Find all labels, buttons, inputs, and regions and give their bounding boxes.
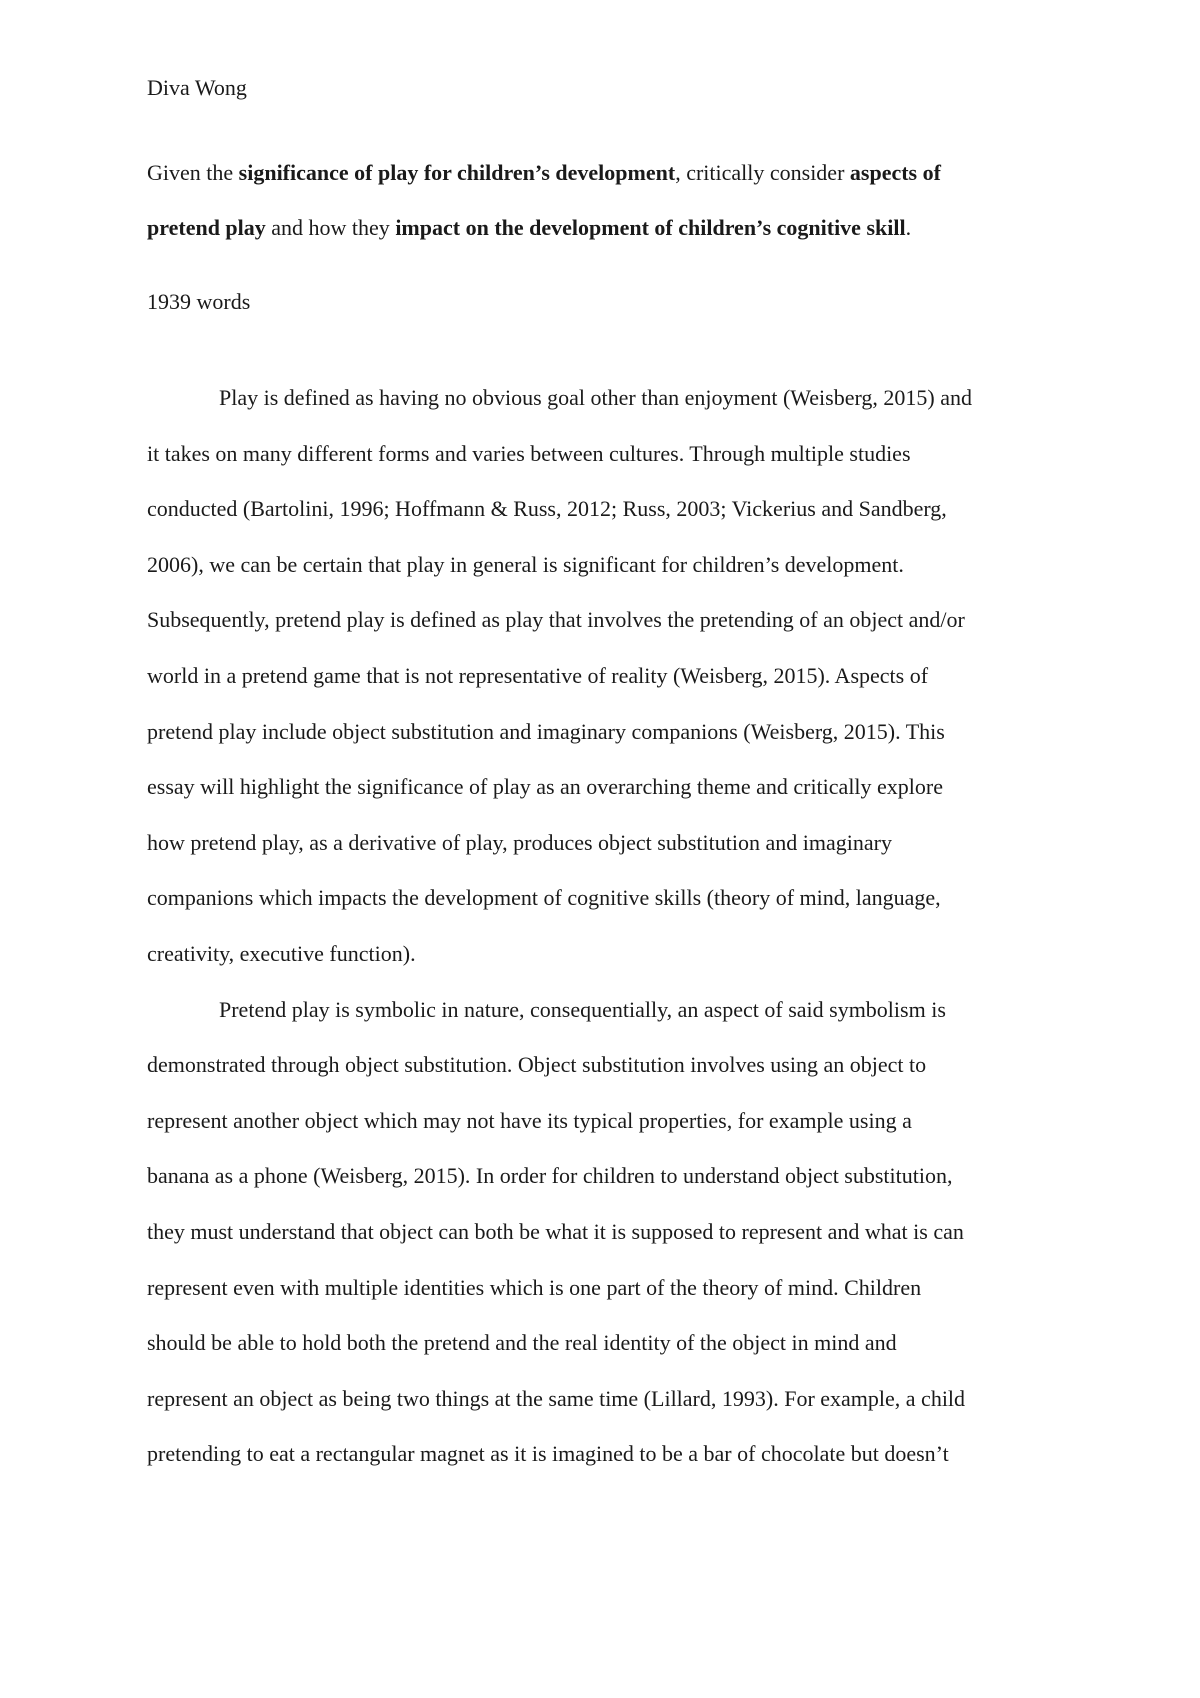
body-line: represent even with multiple identities which is one part of the theory of mind. Children	[147, 1274, 922, 1300]
body-line: they must understand that object can both be what it is supposed to represent and what is can	[147, 1218, 964, 1244]
word-count: 1939 words	[147, 289, 251, 314]
question-text: , critically consider	[675, 160, 850, 185]
body-line: 2006), we can be certain that play in general is significant for children’s development.	[147, 551, 904, 577]
question-text: .	[905, 215, 912, 240]
body-line: creativity, executive function).	[147, 940, 416, 966]
question-emphasis: impact on the development of children’s cognitive skill	[395, 215, 906, 240]
body-line: Pretend play is symbolic in nature, consequentially, an aspect of said symbolism is	[219, 996, 946, 1022]
body-line: conducted (Bartolini, 1996; Hoffmann & Russ, 2012; Russ, 2003; Vickerius and Sandberg,	[147, 496, 947, 522]
body-line: banana as a phone (Weisberg, 2015). In order for children to understand object substitution,	[147, 1163, 953, 1189]
body-line: companions which impacts the development of cognitive skills (theory of mind, language,	[147, 885, 941, 911]
question-text: and how they	[265, 215, 396, 240]
body-line: pretend play include object substitution and imaginary companions (Weisberg, 2015). This	[147, 718, 945, 744]
body-line: it takes on many different forms and varies between cultures. Through multiple studies	[147, 440, 911, 466]
body-line: demonstrated through object substitution. Object substitution involves using an object to	[147, 1052, 927, 1078]
question-emphasis: aspects of	[849, 160, 941, 185]
body-line: should be able to hold both the pretend and the real identity of the object in mind and	[147, 1330, 897, 1356]
body-line: essay will highlight the significance of play as an overarching theme and critically explore	[147, 774, 944, 800]
essay-body	[147, 370, 1067, 1482]
body-line: represent an object as being two things at the same time (Lillard, 1993). For example, a child	[147, 1385, 966, 1411]
body-line: world in a pretend game that is not representative of reality (Weisberg, 2015). Aspects of	[147, 662, 929, 688]
question-emphasis: significance of play for children’s development	[238, 160, 676, 185]
question-emphasis: pretend play	[147, 215, 266, 240]
essay-question	[147, 145, 1067, 255]
body-line: Subsequently, pretend play is defined as play that involves the pretending of an object and/or	[147, 607, 965, 633]
question-text: Given the	[147, 160, 239, 185]
author-name: Diva Wong	[147, 75, 247, 100]
body-line: pretending to eat a rectangular magnet as it is imagined to be a bar of chocolate but doesn’t	[147, 1441, 949, 1467]
body-line: represent another object which may not have its typical properties, for example using a	[147, 1107, 912, 1133]
body-line: how pretend play, as a derivative of play, produces object substitution and imaginary	[147, 829, 892, 855]
body-line: Play is defined as having no obvious goal other than enjoyment (Weisberg, 2015) and	[219, 385, 973, 410]
